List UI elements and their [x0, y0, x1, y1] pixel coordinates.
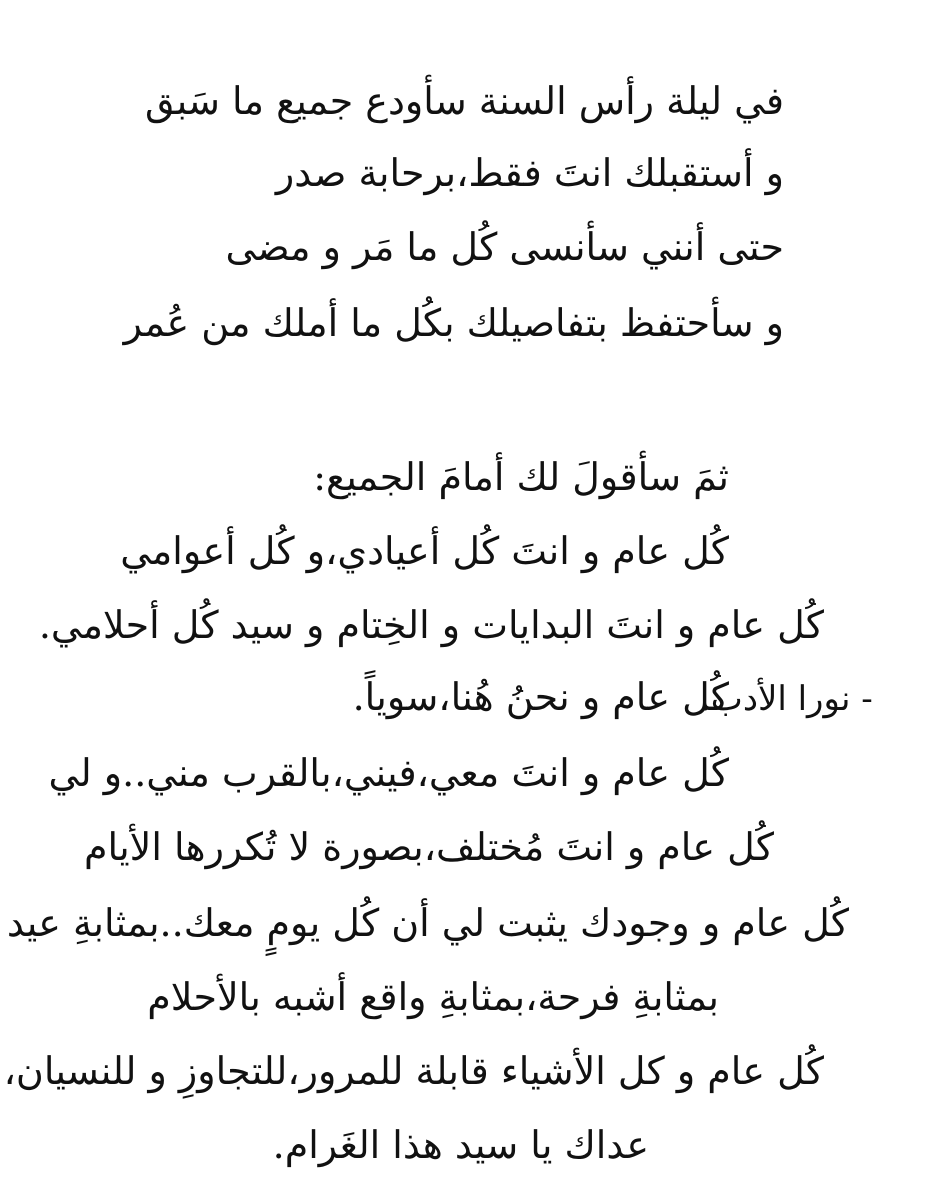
poem-line: حتى أنني سأنسى كُل ما مَر و مضى [225, 225, 784, 269]
poem-line: كُل عام و انتَ معي،فيني،بالقرب مني..و لي [48, 751, 729, 795]
poem-line: كُل عام و كل الأشياء قابلة للمرور،للتجاوزِ و للنسيان، [3, 1049, 824, 1093]
poem-line: بمثابةِ فرحة،بمثابةِ واقع أشبه بالأحلام [147, 975, 719, 1019]
poem-signature: - نورا الأدب. [700, 679, 873, 719]
poem-line: كُل عام و وجودك يثبت لي أن كُل يومٍ معك..بمثابةِ عيد [6, 901, 849, 945]
poem-line: و سأحتفظ بتفاصيلك بكُل ما أملك من عُمر [123, 301, 784, 345]
poem-line: كُل عام و انتَ مُختلف،بصورة لا تُكررها الأيام [83, 825, 774, 869]
poem-line: ثمَ سأقولَ لك أمامَ الجميع: [313, 455, 729, 499]
poem-line: عداك يا سيد هذا الغَرام. [272, 1123, 649, 1167]
poem-line: في ليلة رأس السنة سأودع جميع ما سَبق [144, 79, 784, 123]
poem-line: كُل عام و نحنُ هُنا،سوياً. [352, 675, 729, 719]
poem-line: كُل عام و انتَ كُل أعيادي،و كُل أعوامي [120, 529, 729, 573]
poem-line: و أستقبلك انتَ فقط،برحابة صدر [275, 151, 784, 195]
poem-line: كُل عام و انتَ البدايات و الخِتام و سيد كُل أحلامي. [38, 603, 824, 647]
